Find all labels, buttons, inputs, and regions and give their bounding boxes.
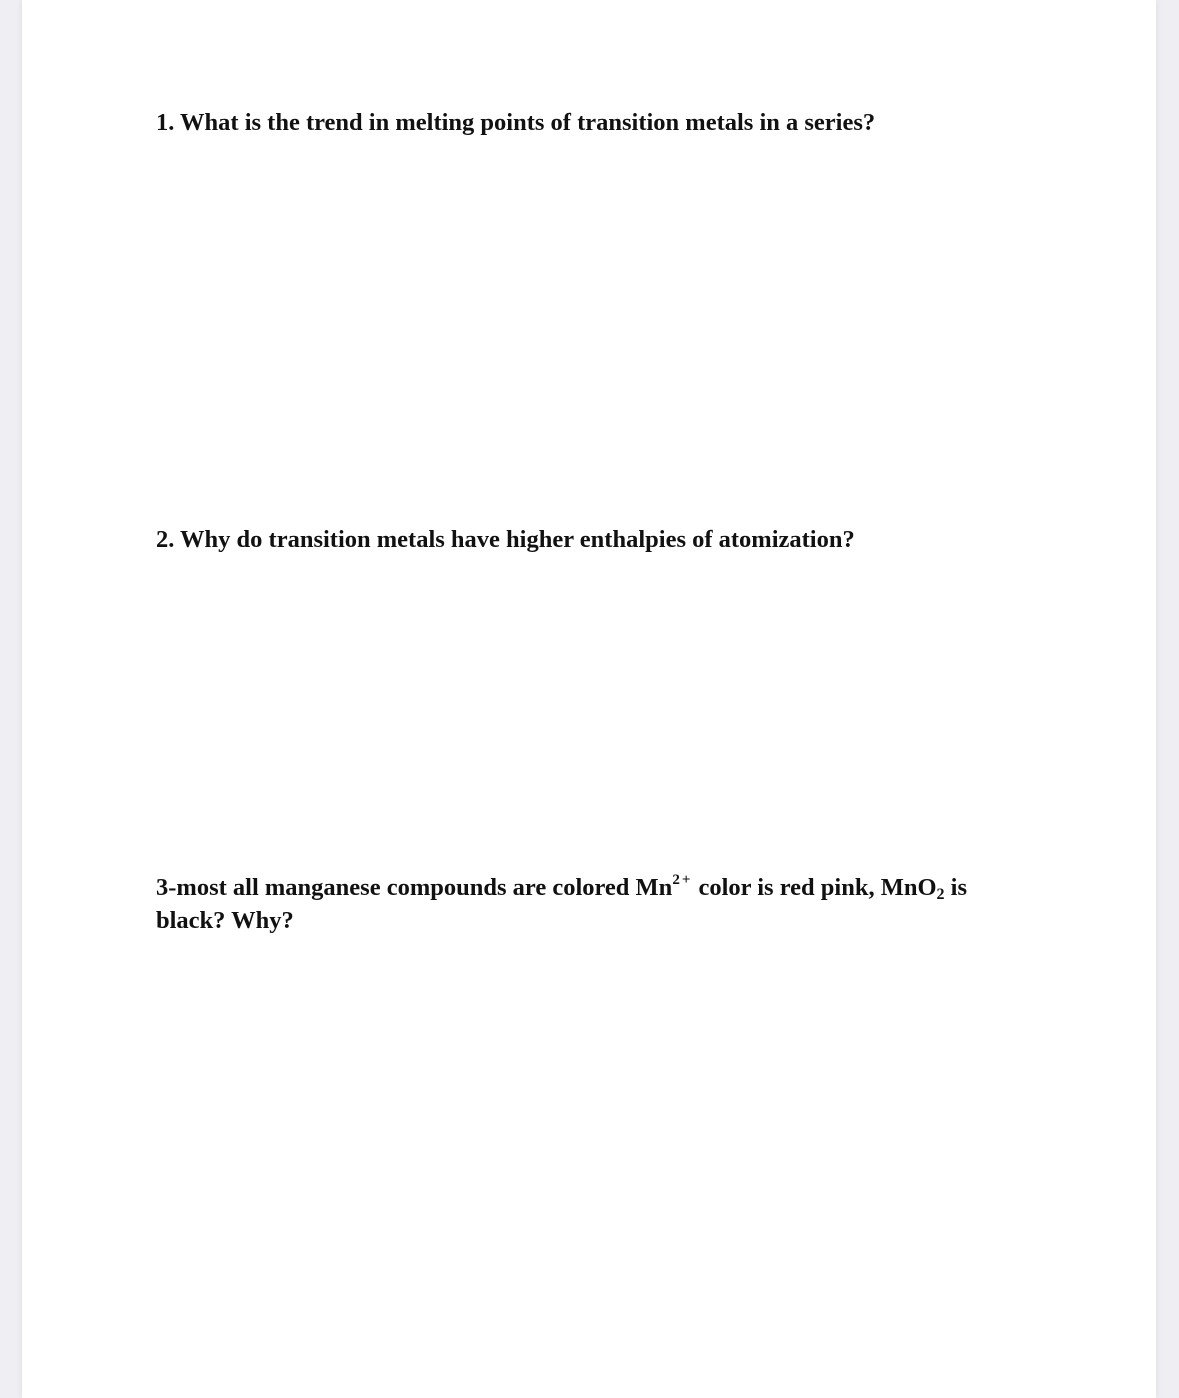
question-3-text-part2: color is red pink, MnO: [692, 874, 937, 901]
mno2-subscript: 2: [936, 886, 945, 903]
question-3-text-part3: is: [944, 874, 967, 901]
document-page: [22, 0, 1156, 1398]
question-1: 1. What is the trend in melting points of transition metals in a series?: [156, 109, 876, 136]
question-2: 2. Why do transition metals have higher enthalpies of atomization?: [156, 526, 855, 553]
question-3-text-line2: black? Why?: [156, 907, 294, 934]
question-3-text-part1: 3-most all manganese compounds are colored Mn: [156, 874, 673, 901]
mn-ion-charge: 2+: [672, 871, 693, 888]
question-3: [156, 871, 1036, 937]
